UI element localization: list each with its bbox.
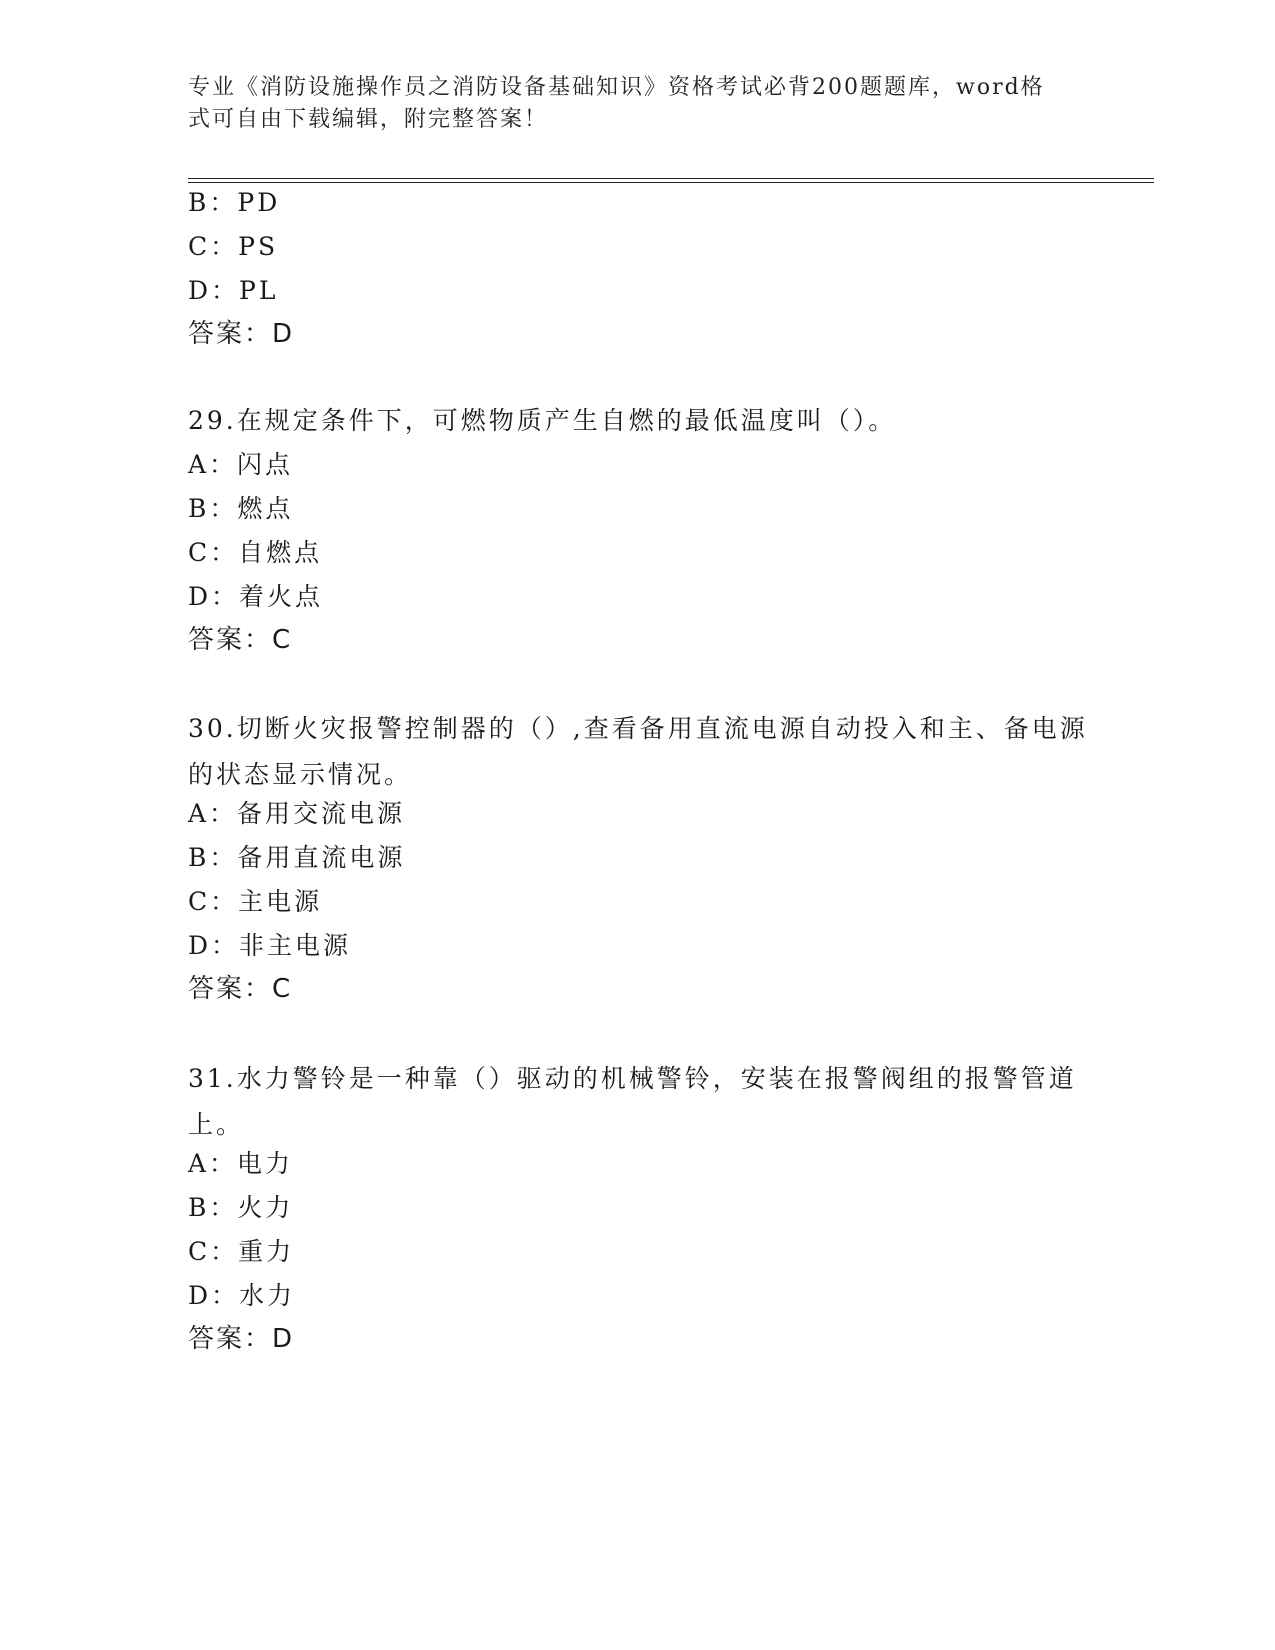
question-stem: 29.在规定条件下，可燃物质产生自燃的最低温度叫（）。 (188, 406, 897, 435)
question-stem: 30.切断火灾报警控制器的（）,查看备用直流电源自动投入和主、备电源的状态显示情况。 (188, 714, 1088, 789)
option-d: D：着火点 (188, 582, 324, 611)
option-a: A：闪点 (188, 450, 294, 479)
answer: 答案：C (188, 625, 293, 655)
option-b: B：备用直流电源 (188, 843, 406, 872)
option-a: A：电力 (188, 1149, 294, 1178)
option-b: B：PD (188, 188, 281, 217)
option-c: C：主电源 (188, 887, 323, 916)
header-divider-bottom (188, 182, 1154, 183)
option-c: C：PS (188, 232, 279, 261)
answer: 答案：D (188, 319, 295, 349)
option-c: C：自燃点 (188, 538, 323, 567)
answer: 答案：C (188, 974, 293, 1004)
option-b: B：火力 (188, 1193, 294, 1222)
document-header: 专业《消防设施操作员之消防设备基础知识》资格考试必背200题题库，word格式可自由下载编辑，附完整答案！ (188, 75, 1045, 132)
option-d: D：非主电源 (188, 931, 352, 960)
option-b: B：燃点 (188, 494, 294, 523)
question-stem: 31.水力警铃是一种靠（）驱动的机械警铃，安装在报警阀组的报警管道上。 (188, 1064, 1077, 1139)
option-d: D：水力 (188, 1281, 296, 1310)
header-divider-top (188, 178, 1154, 179)
answer: 答案：D (188, 1324, 295, 1354)
option-d: D：PL (188, 276, 279, 305)
option-a: A：备用交流电源 (188, 799, 406, 828)
option-c: C：重力 (188, 1237, 295, 1266)
